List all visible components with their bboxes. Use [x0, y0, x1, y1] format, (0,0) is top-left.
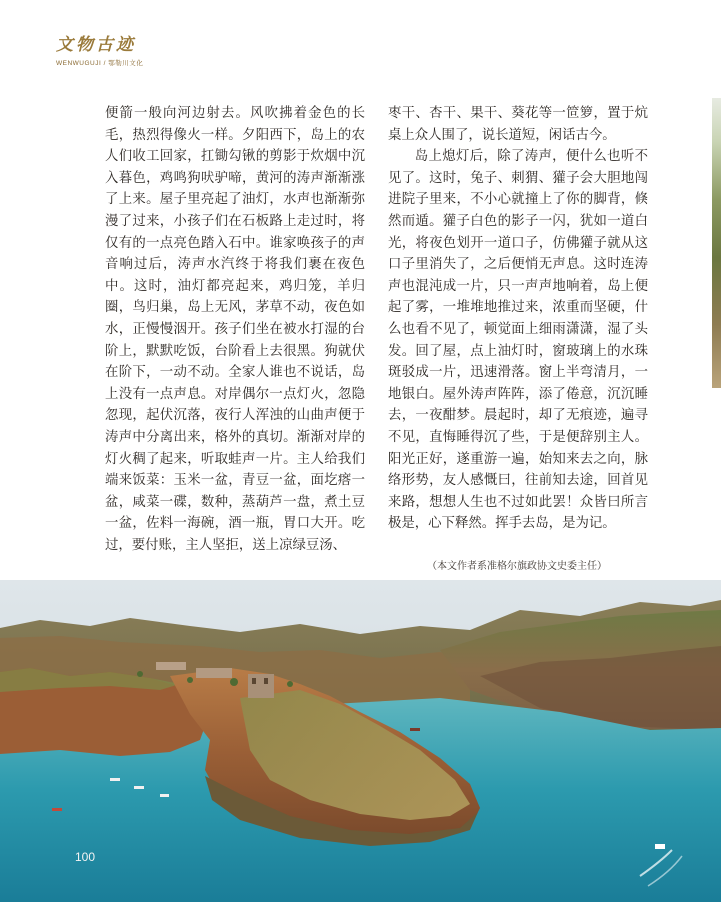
section-title: 文物古迹	[56, 35, 136, 55]
article-column-right	[388, 103, 648, 535]
article-paragraph: 便箭一般向河边射去。风吹拂着金色的长毛，热烈得像火一样。夕阳西下，岛上的农人们收工回家，扛锄勾锹的剪影于炊烟中沉入暮色，鸡鸣狗吠驴啼，黄河的涛声渐渐涨了上来。屋子里亮起了油灯，水声也渐渐弥漫了过来，小孩子们在石板路上走过时，将仅有的一点亮色踏入石中。谁家唤孩子的声音响过后，涛声水汽终于将我们裹在夜色中。这时，油灯都亮起来，鸡归笼，羊归圈，鸟归巢，岛上无风，茅草不动，夜色如水，正慢慢洇开。孩子们坐在被水打湿的台阶上，默默吃饭，台阶看上去很黑。狗就伏在阶下，一动不动。全家人谁也不说话，岛上没有一点声息。对岸偶尔一点灯火，忽隐忽现，起伏沉落，夜行人浑浊的山曲声便于涛声中分离出来，格外的真切。渐渐对岸的灯火稠了起来，听取蛙声一片。主人给我们端来饭菜：玉米一盆，青豆一盆，面圪瘩一盆，咸菜一碟，数种，蒸葫芦一盘，煮土豆一盆，佐料一海碗，酒一瓶，胃口大开。吃过，要付账，主人坚拒，送上凉绿豆汤、	[105, 106, 365, 553]
page-number: 100	[75, 850, 96, 864]
article-paragraph: 岛上熄灯后，除了涛声，便什么也听不见了。这时，兔子、刺猬、獾子会大胆地闯进院子里来，不小心就撞上了你的脚背，倏然而遁。獾子白色的影子一闪，犹如一道白光，将夜色划开一道口子，仿佛獾子就从这口子里消失了，之后便悄无声息。这时连涛声也混沌成一片，只一声声地响着，岛上便起了雾，一堆堆地推过来，浓重而坚硬，什么也看不见了，顿觉面上细雨潇潇，湿了头发。回了屋，点上油灯时，窗玻璃上的水珠斑驳成一片，迅速滑落。窗上半弯清月，一地银白。屋外涛声阵阵，添了倦意，沉沉睡去，一夜酣梦。晨起时，却了无痕迹，遍寻不见，直悔睡得沉了些，于是便辞别主人。阳光正好，遂重游一遍，始知来去之向，脉络形势，友人感慨曰，往前知去途，回首见来路，想想人生也不过如此罢！众皆曰所言极是，心下释然。挥手去岛，是为记。	[388, 149, 648, 532]
article-column-left	[105, 103, 365, 556]
article-paragraph: 枣干、杏干、果干、葵花等一笸箩，置于炕桌上众人围了，说长道短，闲话古今。	[388, 106, 648, 143]
section-header	[56, 30, 143, 67]
adjacent-page-photo-edge	[712, 98, 721, 388]
yellow-river-island-photo	[0, 580, 721, 902]
author-note: （本文作者系准格尔旗政协文史委主任）	[427, 561, 607, 572]
section-subtitle: WENWUGUJI / 鄂勒川文化	[56, 60, 144, 67]
